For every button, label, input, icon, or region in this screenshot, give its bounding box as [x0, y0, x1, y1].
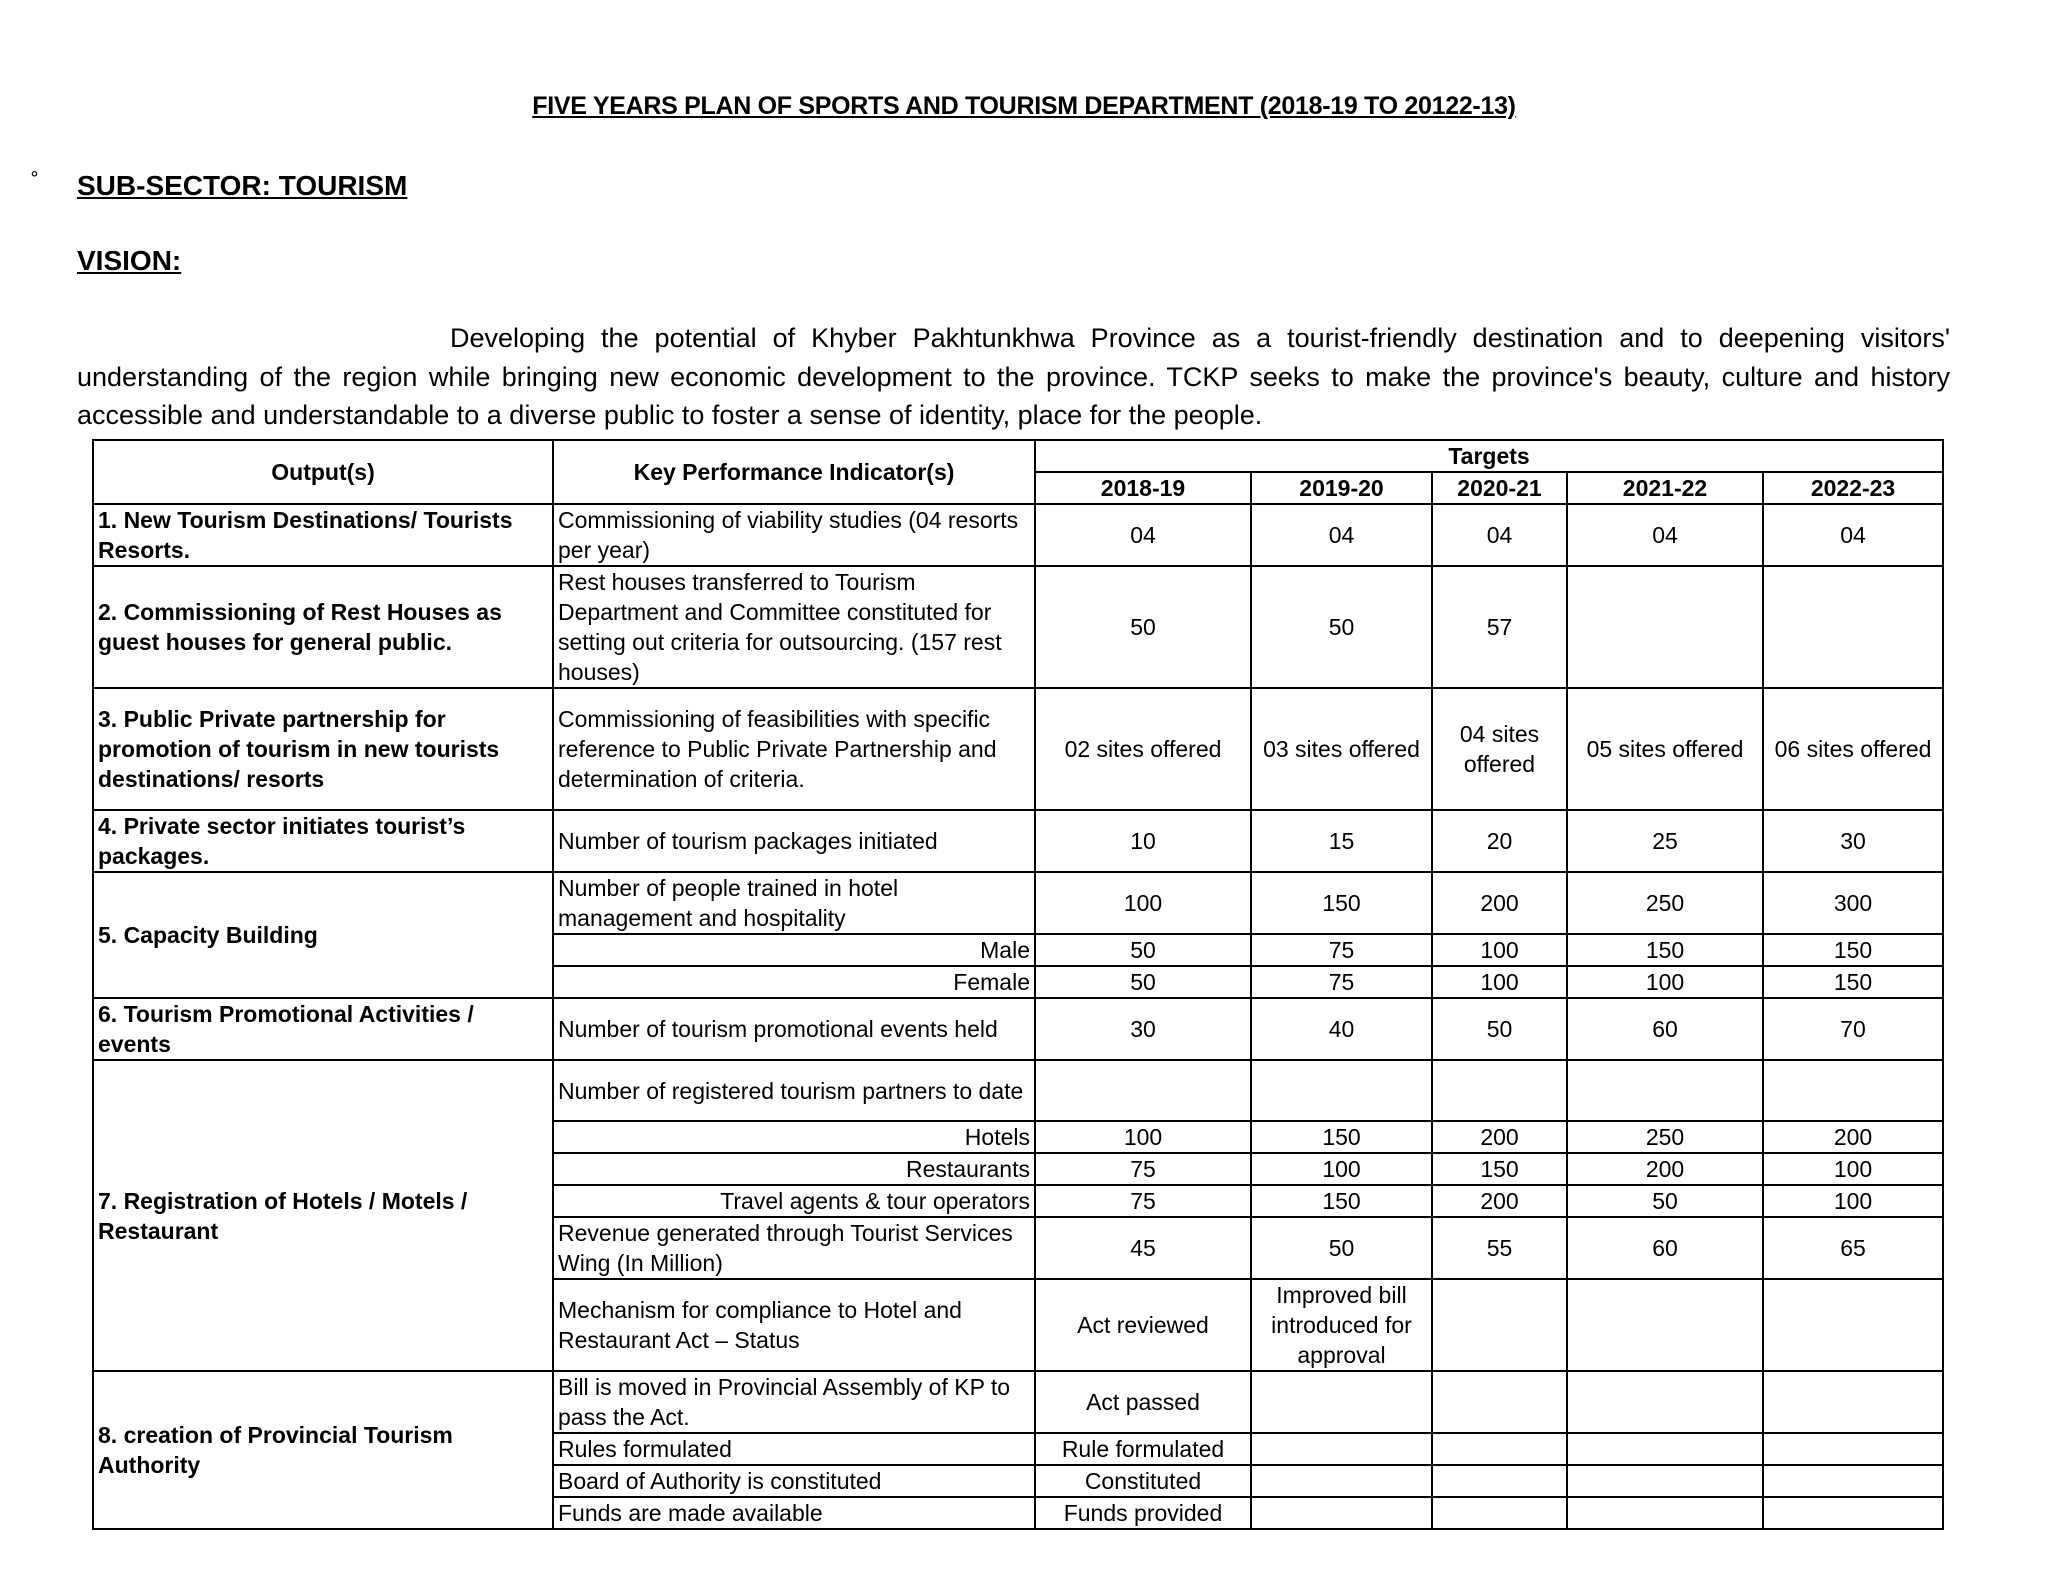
kpi-cell: Number of tourism packages initiated: [553, 810, 1035, 872]
header-kpi: Key Performance Indicator(s): [553, 440, 1035, 504]
kpi-cell: Mechanism for compliance to Hotel and Restaurant Act – Status: [553, 1279, 1035, 1371]
target-cell: 50: [1432, 998, 1567, 1060]
kpi-cell: Revenue generated through Tourist Services Wing (In Million): [553, 1217, 1035, 1279]
target-cell: 50: [1035, 934, 1251, 966]
target-cell: Rule formulated: [1035, 1433, 1251, 1465]
target-cell: 50: [1251, 566, 1432, 688]
output-cell: 5. Capacity Building: [93, 872, 553, 998]
target-cell: 70: [1763, 998, 1943, 1060]
target-cell: 100: [1035, 1121, 1251, 1153]
target-cell: 200: [1432, 1121, 1567, 1153]
target-cell: 45: [1035, 1217, 1251, 1279]
table-row: [93, 566, 1943, 688]
target-cell: 150: [1763, 966, 1943, 998]
target-cell: [1251, 1371, 1432, 1433]
target-cell: 06 sites offered: [1763, 688, 1943, 810]
page-title: FIVE YEARS PLAN OF SPORTS AND TOURISM DEPARTMENT (2018-19 TO 20122-13): [532, 92, 1516, 120]
table-row: [93, 504, 1943, 566]
output-cell: 7. Registration of Hotels / Motels / Restaurant: [93, 1060, 553, 1371]
target-cell: [1567, 1060, 1763, 1121]
target-cell: 05 sites offered: [1567, 688, 1763, 810]
target-cell: 04: [1035, 504, 1251, 566]
header-output: Output(s): [93, 440, 553, 504]
target-cell: 100: [1763, 1153, 1943, 1185]
target-cell: Constituted: [1035, 1465, 1251, 1497]
target-cell: 100: [1567, 966, 1763, 998]
target-cell: [1567, 1497, 1763, 1529]
target-cell: Act passed: [1035, 1371, 1251, 1433]
kpi-cell: Female: [553, 966, 1035, 998]
target-cell: [1251, 1060, 1432, 1121]
target-cell: [1567, 1279, 1763, 1371]
target-cell: 300: [1763, 872, 1943, 934]
header-year: 2018-19: [1035, 472, 1251, 504]
target-cell: [1251, 1465, 1432, 1497]
target-cell: 200: [1432, 872, 1567, 934]
kpi-cell: Commissioning of feasibilities with specific reference to Public Private Partnership and determination of criteria.: [553, 688, 1035, 810]
kpi-cell: Funds are made available: [553, 1497, 1035, 1529]
target-cell: 200: [1432, 1185, 1567, 1217]
target-cell: 75: [1035, 1153, 1251, 1185]
target-cell: 150: [1763, 934, 1943, 966]
table-row: [93, 1371, 1943, 1433]
target-cell: [1432, 1371, 1567, 1433]
target-cell: [1432, 1279, 1567, 1371]
target-cell: 100: [1432, 934, 1567, 966]
target-cell: [1763, 1371, 1943, 1433]
target-cell: 60: [1567, 1217, 1763, 1279]
target-cell: [1567, 1465, 1763, 1497]
target-cell: 04: [1763, 504, 1943, 566]
target-cell: [1567, 566, 1763, 688]
target-cell: [1763, 1497, 1943, 1529]
target-cell: 25: [1567, 810, 1763, 872]
target-cell: 20: [1432, 810, 1567, 872]
kpi-cell: Number of registered tourism partners to date: [553, 1060, 1035, 1121]
target-cell: 200: [1567, 1153, 1763, 1185]
kpi-cell: Rest houses transferred to Tourism Department and Committee constituted for setting out criteria for outsourcing. (157 rest houses): [553, 566, 1035, 688]
table-row: [93, 872, 1943, 934]
target-cell: 150: [1251, 1185, 1432, 1217]
target-cell: 40: [1251, 998, 1432, 1060]
target-cell: 100: [1251, 1153, 1432, 1185]
bullet-marker: °: [30, 168, 39, 189]
target-cell: [1432, 1060, 1567, 1121]
header-year: 2020-21: [1432, 472, 1567, 504]
table-row: [93, 998, 1943, 1060]
target-cell: 55: [1432, 1217, 1567, 1279]
target-cell: 04 sites offered: [1432, 688, 1567, 810]
target-cell: 60: [1567, 998, 1763, 1060]
target-cell: 57: [1432, 566, 1567, 688]
target-cell: 03 sites offered: [1251, 688, 1432, 810]
target-cell: 50: [1035, 566, 1251, 688]
target-cell: [1432, 1433, 1567, 1465]
target-cell: 75: [1035, 1185, 1251, 1217]
output-cell: 4. Private sector initiates tourist’s packages.: [93, 810, 553, 872]
target-cell: Act reviewed: [1035, 1279, 1251, 1371]
vision-heading: VISION:: [77, 245, 182, 276]
target-cell: 200: [1763, 1121, 1943, 1153]
target-cell: 04: [1567, 504, 1763, 566]
kpi-cell: Restaurants: [553, 1153, 1035, 1185]
target-cell: 100: [1035, 872, 1251, 934]
target-cell: [1251, 1497, 1432, 1529]
target-cell: 75: [1251, 934, 1432, 966]
kpi-cell: Commissioning of viability studies (04 resorts per year): [553, 504, 1035, 566]
target-cell: [1432, 1465, 1567, 1497]
header-year: 2021-22: [1567, 472, 1763, 504]
target-cell: 15: [1251, 810, 1432, 872]
target-cell: 30: [1035, 998, 1251, 1060]
target-cell: 250: [1567, 1121, 1763, 1153]
table-row: [93, 810, 1943, 872]
kpi-cell: Number of tourism promotional events held: [553, 998, 1035, 1060]
output-cell: 6. Tourism Promotional Activities / events: [93, 998, 553, 1060]
target-cell: 100: [1763, 1185, 1943, 1217]
target-cell: 75: [1251, 966, 1432, 998]
target-cell: [1567, 1433, 1763, 1465]
target-cell: 100: [1432, 966, 1567, 998]
kpi-cell: Number of people trained in hotel management and hospitality: [553, 872, 1035, 934]
target-cell: 150: [1251, 872, 1432, 934]
output-cell: 1. New Tourism Destinations/ Tourists Resorts.: [93, 504, 553, 566]
target-cell: 10: [1035, 810, 1251, 872]
target-cell: [1763, 566, 1943, 688]
header-year: 2022-23: [1763, 472, 1943, 504]
target-cell: [1251, 1433, 1432, 1465]
target-cell: [1035, 1060, 1251, 1121]
header-targets: Targets: [1035, 440, 1943, 472]
target-cell: [1432, 1497, 1567, 1529]
kpi-cell: Travel agents & tour operators: [553, 1185, 1035, 1217]
table-row: [93, 1060, 1943, 1121]
target-cell: 50: [1251, 1217, 1432, 1279]
kpi-cell: Hotels: [553, 1121, 1035, 1153]
target-cell: [1567, 1371, 1763, 1433]
output-cell: 2. Commissioning of Rest Houses as guest houses for general public.: [93, 566, 553, 688]
target-cell: 150: [1432, 1153, 1567, 1185]
target-cell: Improved bill introduced for approval: [1251, 1279, 1432, 1371]
table-row: [93, 688, 1943, 810]
output-cell: 8. creation of Provincial Tourism Authority: [93, 1371, 553, 1529]
target-cell: 04: [1432, 504, 1567, 566]
vision-paragraph: Developing the potential of Khyber Pakhtunkhwa Province as a tourist-friendly destination and to deepening visitors' understanding of the region while bringing new economic development to the province. TCKP seeks to make the province's beauty, culture and history accessible and understandable to a diverse public to foster a sense of identity, place for the people.: [77, 323, 1950, 430]
five-year-plan-table: [92, 439, 1944, 1530]
kpi-cell: Rules formulated: [553, 1433, 1035, 1465]
target-cell: 50: [1035, 966, 1251, 998]
target-cell: Funds provided: [1035, 1497, 1251, 1529]
target-cell: 150: [1251, 1121, 1432, 1153]
kpi-cell: Male: [553, 934, 1035, 966]
target-cell: [1763, 1465, 1943, 1497]
subsector-heading: SUB-SECTOR: TOURISM: [77, 170, 408, 201]
target-cell: [1763, 1279, 1943, 1371]
target-cell: [1763, 1433, 1943, 1465]
target-cell: 65: [1763, 1217, 1943, 1279]
target-cell: 02 sites offered: [1035, 688, 1251, 810]
output-cell: 3. Public Private partnership for promotion of tourism in new tourists destinations/ resorts: [93, 688, 553, 810]
target-cell: 04: [1251, 504, 1432, 566]
header-year: 2019-20: [1251, 472, 1432, 504]
target-cell: [1763, 1060, 1943, 1121]
kpi-cell: Board of Authority is constituted: [553, 1465, 1035, 1497]
target-cell: 250: [1567, 872, 1763, 934]
target-cell: 150: [1567, 934, 1763, 966]
kpi-cell: Bill is moved in Provincial Assembly of KP to pass the Act.: [553, 1371, 1035, 1433]
target-cell: 30: [1763, 810, 1943, 872]
target-cell: 50: [1567, 1185, 1763, 1217]
